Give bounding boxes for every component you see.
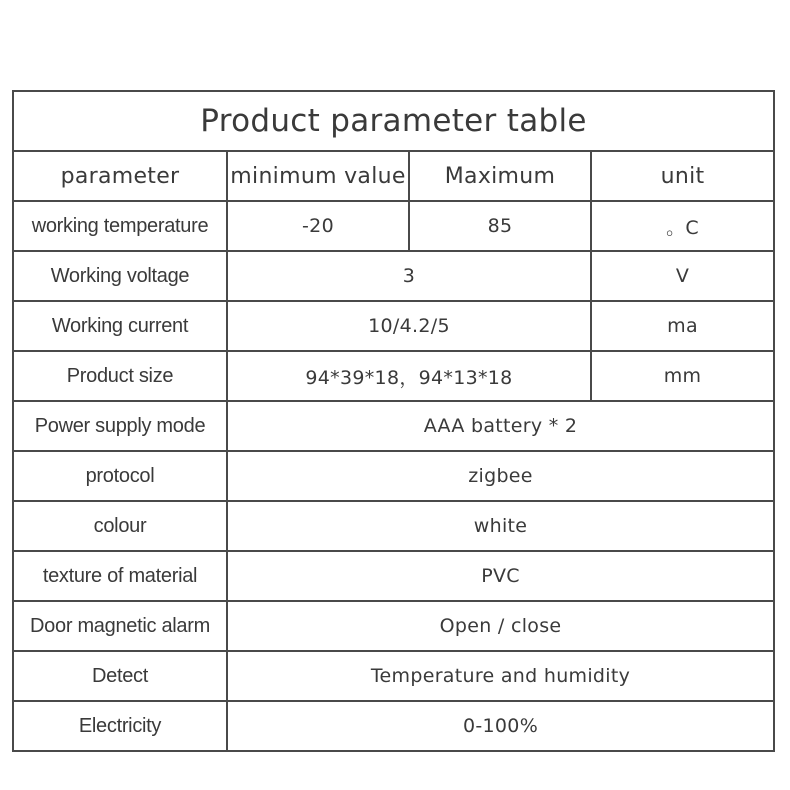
table-row [13,251,774,301]
row-value: 3 [227,251,591,301]
row-value: 10/4.2/5 [227,301,591,351]
table-title: Product parameter table [13,91,774,151]
table-row [13,501,774,551]
row-label: Electricity [13,701,227,751]
row-value: 0-100% [227,701,774,751]
row-label: texture of material [13,551,227,601]
table-row [13,651,774,701]
row-value: 94*39*18，94*13*18 [227,351,591,401]
table-title-row [13,91,774,151]
row-label: Power supply mode [13,401,227,451]
unit-value: 。C [591,201,774,251]
header-maximum: Maximum [409,151,591,201]
table-row [13,301,774,351]
table-row [13,201,774,251]
row-value: AAA battery * 2 [227,401,774,451]
row-value: white [227,501,774,551]
table-row [13,551,774,601]
row-label: colour [13,501,227,551]
row-label: Working current [13,301,227,351]
row-label: Detect [13,651,227,701]
row-value: PVC [227,551,774,601]
row-value: Open / close [227,601,774,651]
max-value: 85 [409,201,591,251]
row-label: working temperature [13,201,227,251]
row-value: Temperature and humidity [227,651,774,701]
product-parameter-table [12,90,775,752]
table-row [13,601,774,651]
row-label: Product size [13,351,227,401]
table-header-row [13,151,774,201]
table-row [13,451,774,501]
unit-value: ma [591,301,774,351]
row-label: Door magnetic alarm [13,601,227,651]
table-row [13,701,774,751]
unit-value: V [591,251,774,301]
row-label: protocol [13,451,227,501]
table-row [13,351,774,401]
header-parameter: parameter [13,151,227,201]
row-label: Working voltage [13,251,227,301]
header-minimum-value: minimum value [227,151,409,201]
unit-value: mm [591,351,774,401]
header-unit: unit [591,151,774,201]
row-value: zigbee [227,451,774,501]
min-value: -20 [227,201,409,251]
table-row [13,401,774,451]
